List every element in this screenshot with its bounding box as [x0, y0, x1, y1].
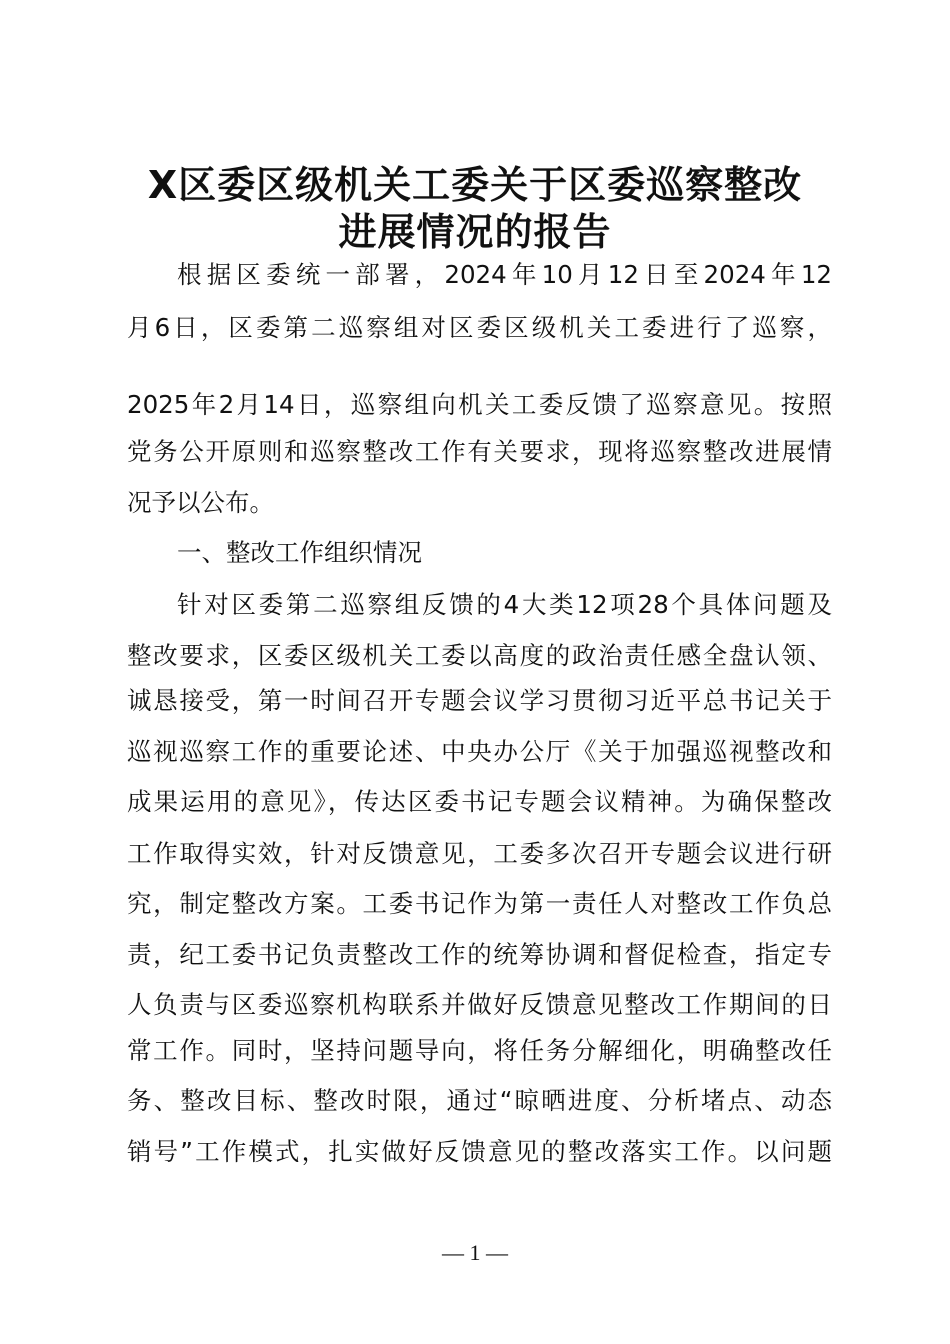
- paragraph-line: 诚恳接受，第一时间召开专题会议学习贯彻习近平总书记关于: [127, 686, 832, 715]
- paragraph-line: 月6日，区委第二巡察组对区委区级机关工委进行了巡察，: [127, 313, 832, 342]
- paragraph-line: 成果运用的意见》，传达区委书记专题会议精神。为确保整改: [127, 787, 832, 816]
- section-heading: 一、整改工作组织情况: [177, 538, 422, 567]
- document-title-line-2: 进展情况的报告: [338, 210, 612, 254]
- paragraph-line: 整改要求，区委区级机关工委以高度的政治责任感全盘认领、: [127, 641, 832, 670]
- paragraph-line: 巡视巡察工作的重要论述、中央办公厅《关于加强巡视整改和: [127, 737, 832, 766]
- paragraph-line: 况予以公布。: [127, 488, 274, 517]
- paragraph-line: 人负责与区委巡察机构联系并做好反馈意见整改工作期间的日: [127, 990, 832, 1019]
- paragraph-line: 根据区委统一部署，2024年10月12日至2024年12: [177, 260, 832, 289]
- paragraph-line: 务、整改目标、整改时限，通过“晾晒进度、分析堵点、动态: [127, 1086, 832, 1115]
- paragraph-line: 究，制定整改方案。工委书记作为第一责任人对整改工作负总: [127, 889, 832, 918]
- paragraph-line: 工作取得实效，针对反馈意见，工委多次召开专题会议进行研: [127, 839, 832, 868]
- paragraph-line: 责，纪工委书记负责整改工作的统筹协调和督促检查，指定专: [127, 940, 832, 969]
- paragraph-line: 2025年2月14日，巡察组向机关工委反馈了巡察意见。按照: [127, 390, 832, 419]
- document-title-line-1: X区委区级机关工委关于区委巡察整改: [147, 163, 803, 207]
- paragraph-line: 党务公开原则和巡察整改工作有关要求，现将巡察整改进展情: [127, 437, 832, 466]
- paragraph-line: 针对区委第二巡察组反馈的4大类12项28个具体问题及: [177, 590, 832, 619]
- page-number: — 1 —: [442, 1240, 508, 1265]
- paragraph-line: 常工作。同时，坚持问题导向，将任务分解细化，明确整改任: [127, 1036, 832, 1065]
- paragraph-line: 销号”工作模式，扎实做好反馈意见的整改落实工作。以问题: [127, 1137, 832, 1166]
